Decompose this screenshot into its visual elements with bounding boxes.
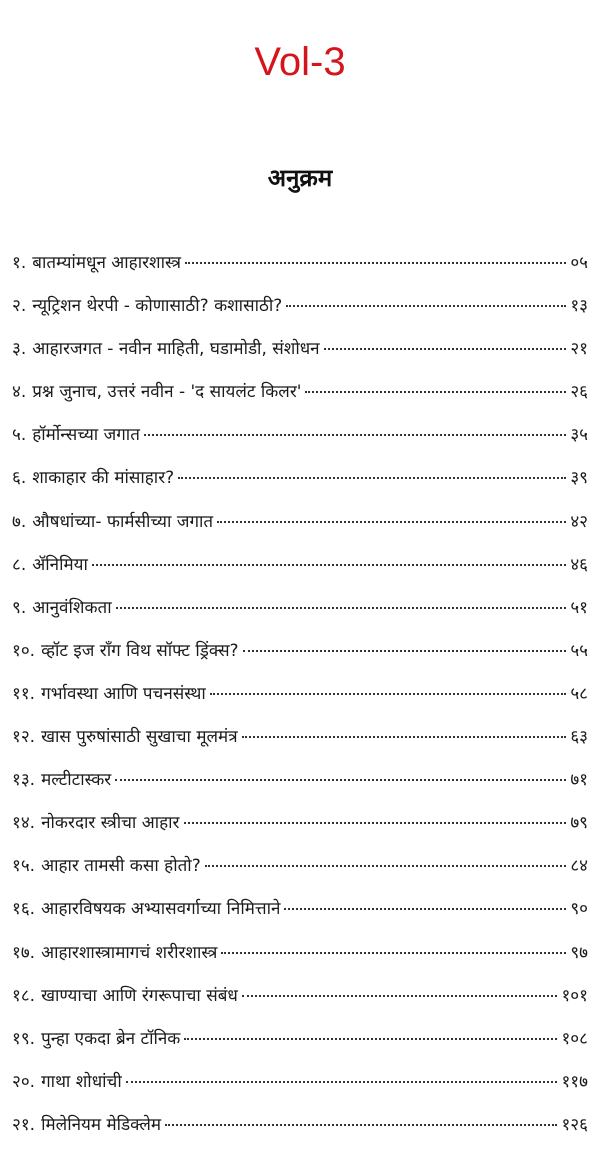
toc-entry-number: १६. [12, 899, 36, 920]
toc-entry-page: ११७ [561, 1071, 588, 1092]
toc-entry-page: १३ [570, 296, 588, 317]
toc-entry-number: ५. [12, 425, 27, 446]
toc-entry [12, 593, 588, 636]
toc-entry-title: गाथा शोधांची [41, 1071, 122, 1092]
toc-entry-number: १३. [12, 770, 36, 791]
toc-entry-page: १०८ [561, 1028, 588, 1049]
toc-entry [12, 291, 588, 334]
toc-entry-page: ७१ [570, 770, 588, 791]
dot-leader [116, 607, 567, 609]
toc-entry-number: १९. [12, 1028, 36, 1049]
toc-entry [12, 938, 588, 981]
toc-entry-number: १०. [12, 640, 36, 661]
dot-leader [144, 434, 566, 436]
toc-entry-title: ॲनिमिया [32, 554, 88, 575]
toc-entry [12, 1110, 588, 1153]
dot-leader [205, 865, 567, 867]
dot-leader [210, 693, 567, 695]
toc-entry [12, 248, 588, 291]
toc-entry [12, 1024, 588, 1067]
dot-leader [242, 736, 567, 738]
toc-entry-page: ९० [570, 899, 588, 920]
dot-leader [184, 1038, 557, 1040]
dot-leader [165, 1124, 557, 1126]
toc-entry-number: ११. [12, 683, 36, 704]
dot-leader [217, 521, 566, 523]
toc-entry-number: ३. [12, 339, 27, 360]
toc-entry-number: २१. [12, 1114, 36, 1135]
toc-entry-title: आहारशास्त्रामागचं शरीरशास्त्र [41, 942, 218, 963]
toc-entry-page: ५५ [570, 640, 588, 661]
toc-entry-title: मिलेनियम मेडिक्लेम [41, 1114, 162, 1135]
table-of-contents [12, 248, 588, 1153]
toc-entry-title: व्हॉट इज रॉंग विथ सॉफ्ट ड्रिंक्स? [41, 640, 239, 661]
dot-leader [92, 564, 566, 566]
toc-entry-page: ४२ [570, 511, 588, 532]
dot-leader [115, 779, 566, 781]
toc-entry-title: गर्भावस्था आणि पचनसंस्था [41, 683, 206, 704]
toc-entry-title: आहारजगत - नवीन माहिती, घडामोडी, संशोधन [32, 339, 320, 360]
toc-entry-page: ३९ [570, 468, 588, 489]
toc-entry-page: १०१ [561, 985, 588, 1006]
toc-entry-title: खास पुरुषांसाठी सुखाचा मूलमंत्र [41, 727, 238, 748]
toc-entry-number: १७. [12, 942, 36, 963]
toc-entry-title: पुन्हा एकदा ब्रेन टॉनिक [41, 1028, 181, 1049]
volume-label: Vol-3 [254, 40, 346, 84]
toc-entry-number: ८. [12, 554, 27, 575]
toc-entry-title: आहारविषयक अभ्यासवर्गाच्या निमित्ताने [41, 899, 281, 920]
toc-entry-number: ४. [12, 382, 27, 403]
toc-entry-title: बातम्यांमधून आहारशास्त्र [32, 253, 182, 273]
toc-heading: अनुक्रम [267, 164, 333, 192]
toc-entry-page: ३५ [570, 425, 588, 446]
toc-entry-page: ४६ [570, 554, 588, 575]
dot-leader [324, 348, 567, 350]
toc-entry-number: १५. [12, 856, 36, 877]
toc-entry-number: १२. [12, 727, 36, 748]
toc-entry-page: २६ [570, 382, 588, 403]
dot-leader [284, 908, 566, 910]
toc-entry [12, 507, 588, 550]
toc-entry [12, 334, 588, 377]
toc-entry-page: १२६ [561, 1114, 588, 1135]
toc-entry-number: ९. [12, 597, 27, 618]
toc-entry [12, 808, 588, 851]
toc-entry-title: नोकरदार स्त्रीचा आहार [41, 813, 180, 834]
dot-leader [185, 262, 566, 264]
toc-entry [12, 1067, 588, 1110]
toc-entry-page: ७९ [570, 813, 588, 834]
toc-entry-number: २. [12, 296, 27, 317]
toc-entry [12, 420, 588, 463]
toc-entry [12, 722, 588, 765]
toc-entry [12, 765, 588, 808]
toc-entry [12, 550, 588, 593]
dot-leader [221, 952, 566, 954]
dot-leader [242, 995, 558, 997]
toc-entry [12, 463, 588, 506]
toc-entry-title: शाकाहार की मांसाहार? [32, 468, 175, 489]
toc-entry [12, 679, 588, 722]
toc-entry-title: औषधांच्या- फार्मसीच्या जगात [32, 511, 214, 532]
toc-entry-number: २०. [12, 1071, 36, 1092]
toc-entry-number: ७. [12, 511, 27, 532]
toc-entry-title: आहार तामसी कसा होतो? [41, 856, 201, 877]
toc-entry-title: आनुवंशिकता [32, 597, 112, 618]
toc-entry [12, 981, 588, 1024]
toc-entry [12, 894, 588, 937]
toc-entry-number: १८. [12, 985, 36, 1006]
toc-entry-title: हॉर्मोन्सच्या जगात [32, 425, 140, 446]
dot-leader [184, 822, 567, 824]
toc-entry [12, 851, 588, 894]
toc-entry-title: खाण्याचा आणि रंगरूपाचा संबंध [41, 985, 238, 1006]
toc-entry-title: मल्टीटास्कर [41, 770, 112, 791]
dot-leader [126, 1081, 558, 1083]
toc-entry-page: ९७ [570, 942, 588, 963]
toc-entry-page: ५८ [570, 683, 588, 704]
toc-entry-page: ५१ [570, 597, 588, 618]
dot-leader [305, 391, 566, 393]
toc-entry-number: १४. [12, 813, 36, 834]
toc-entry-title: न्यूट्रिशन थेरपी - कोणासाठी? कशासाठी? [32, 296, 283, 317]
dot-leader [243, 650, 567, 652]
toc-entry [12, 377, 588, 420]
toc-entry-number: १. [12, 253, 27, 273]
dot-leader [178, 477, 566, 479]
dot-leader [286, 305, 566, 307]
toc-entry-number: ६. [12, 468, 27, 489]
toc-entry-page: २१ [570, 339, 588, 360]
toc-entry-page: ६३ [570, 727, 588, 748]
toc-entry-title: प्रश्न जुनाच, उत्तरं नवीन - 'द सायलंट किलर' [32, 382, 302, 403]
toc-entry-page: ८४ [570, 856, 588, 877]
toc-entry-page: ०५ [570, 253, 588, 273]
toc-entry [12, 636, 588, 679]
